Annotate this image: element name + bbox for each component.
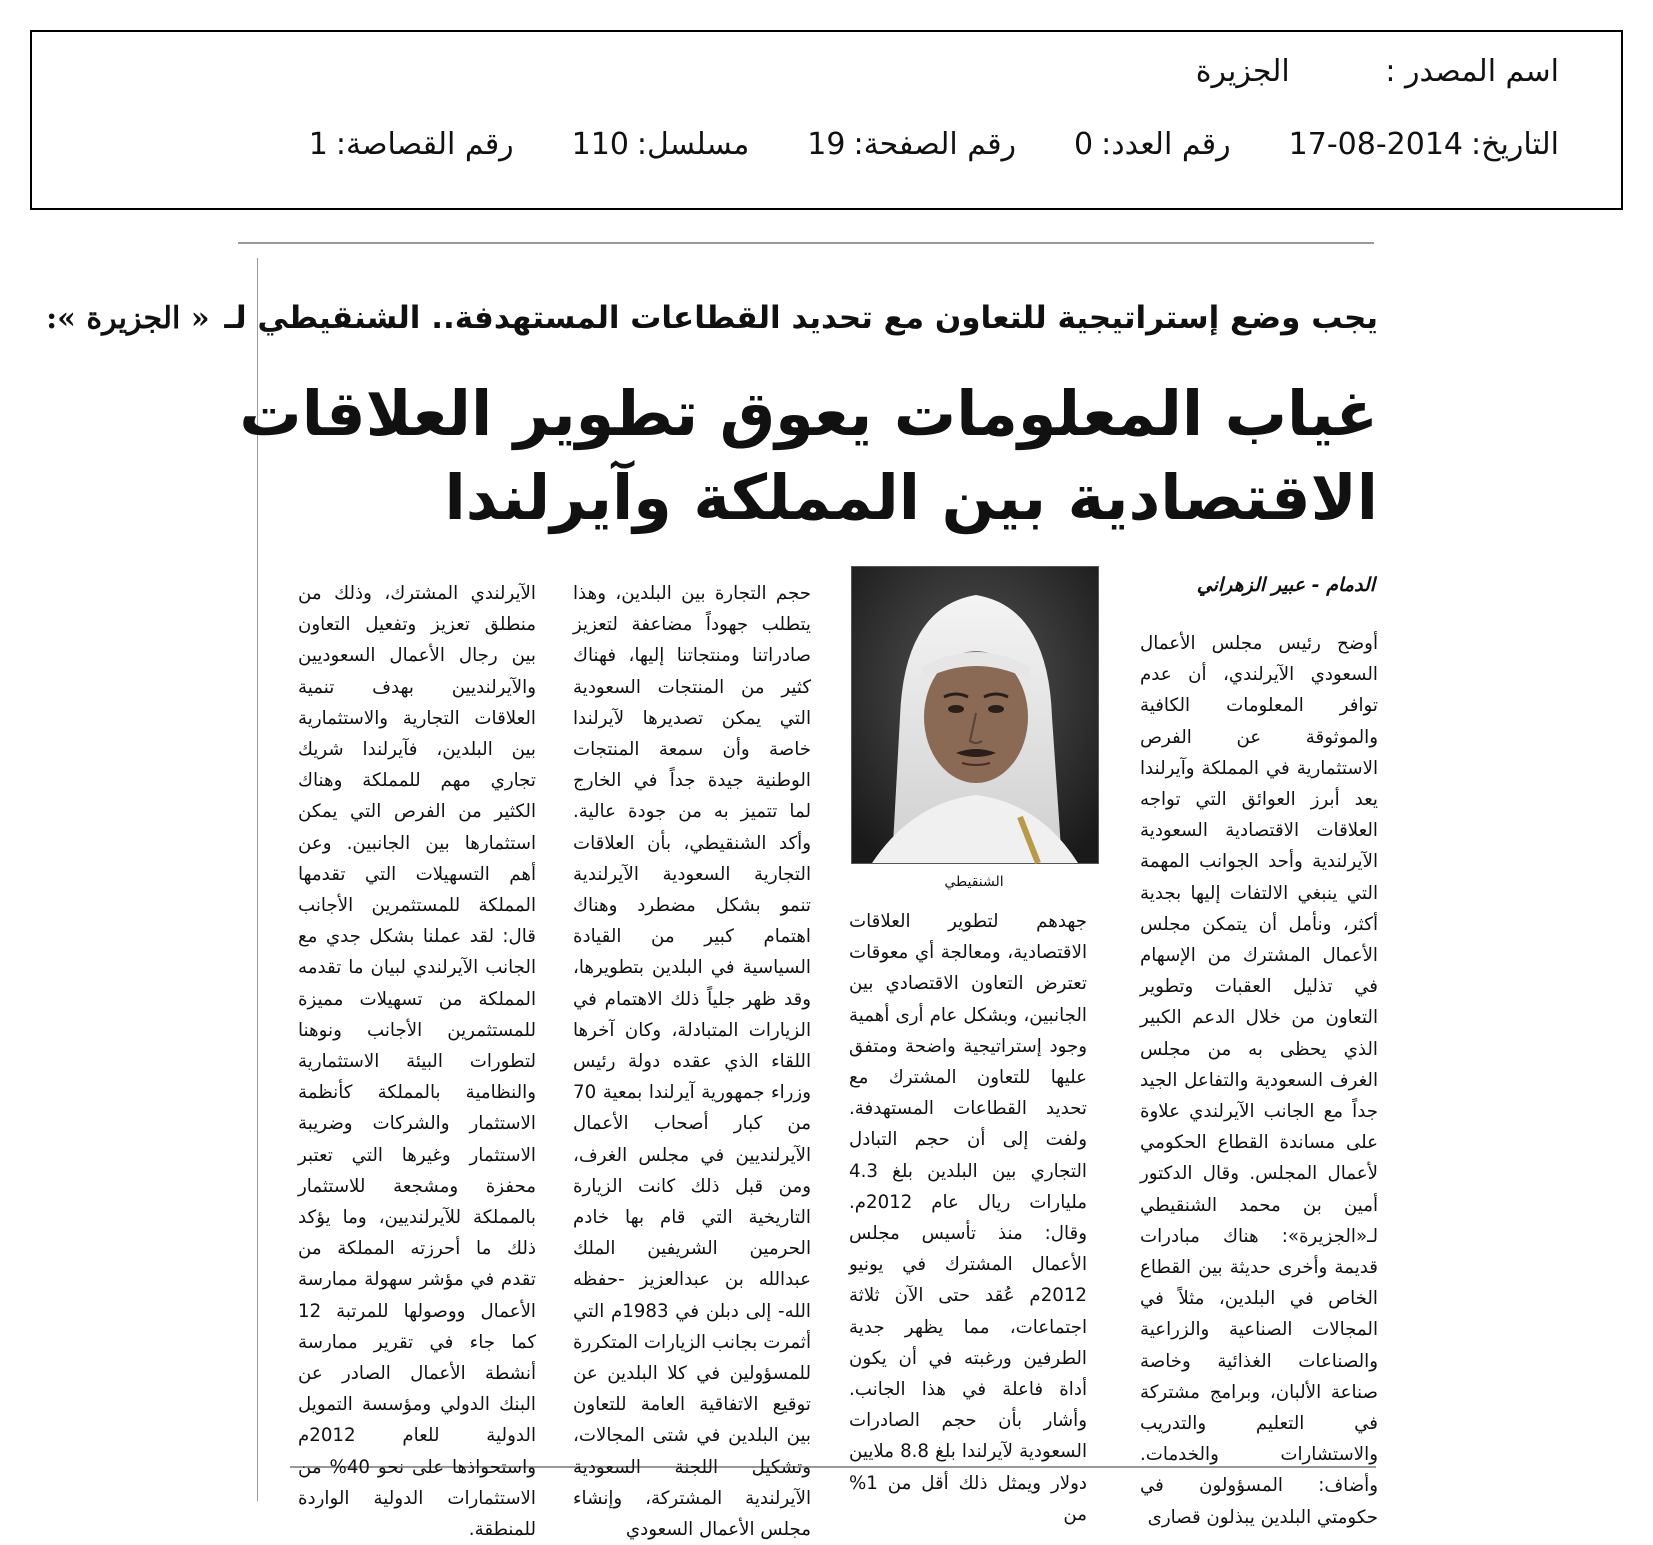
column-4-text: الآيرلندي المشترك، وذلك من منطلق تعزيز وتفعيل التعاون بين رجال الأعمال السعوديين والآيرلنديين بهدف تنمية العلاقات التجارية والاستثمارية بين البلدين، فآيرلندا شريك تجاري مهم للمملكة وهناك الكثير من الفرص التي يمكن استثمارها بين الجانبين. وعن أهم التسهيلات التي تقدمها المملكة للمستثمرين الأجانب قال: لقد عملنا بشكل جدي مع الجانب الآيرلندي لبيان ما تقدمه المملكة من تسهيلات مميزة للمستثمرين الأجانب ونوهنا لتطورات البيئة الاستثمارية والنظامية بالمملكة كأنظمة الاستثمار والشركات وضريبة الاستثمار وغيرها التي تعتبر محفزة ومشجعة للاستثمار بالمملكة للآيرلنديين، وما يؤكد ذلك ما أحرزته المملكة من تقدم في مؤشر سهولة ممارسة الأعمال ووصولها للمرتبة 12 كما جاء في تقرير ممارسة أنشطة الأعمال الصادر عن البنك الدولي ومؤسسة التمويل الدولية للعام 2012م واستحواذها على نحو 40% من الاستثمارات الدولية الواردة للمنطقة. <box>298 583 536 1541</box>
date-field <box>1289 127 1559 162</box>
issue-number-label: رقم العدد: <box>1101 127 1231 162</box>
article-column-4 <box>298 578 536 1541</box>
issue-number-field <box>1074 127 1231 162</box>
source-info-box <box>30 30 1623 210</box>
portrait-illustration <box>852 567 1098 863</box>
column-3-text: حجم التجارة بين البلدين، وهذا يتطلب جهوداً مضاعفة لتعزيز صادراتنا ومنتجاتنا إليها، فهناك كثير من المنتجات السعودية التي يمكن تصديرها لآيرلندا خاصة وأن سمعة المنتجات الوطنية جيدة جداً في الخارج لما تتميز به من جودة عالية. وأكد الشنقيطي، بأن العلاقات التجارية السعودية الآيرلندية تنمو بشكل مضطرد وهناك اهتمام كبير من القيادة السياسية في البلدين بتطويرها، وقد ظهر جلياً ذلك الاهتمام في الزيارات المتبادلة، وكان آخرها اللقاء الذي عقده دولة رئيس وزراء جمهورية آيرلندا بمعية 70 من كبار أصحاب الأعمال الآيرلنديين في مجلس الغرف، ومن قبل ذلك كانت الزيارة التاريخية التي قام بها خادم الحرمين الشريفين الملك عبدالله بن عبدالعزيز -حفظه الله- إلى دبلن في 1983م التي أثمرت بجانب الزيارات المتكررة للمسؤولين في كلا البلدين عن توقيع الاتفاقية العامة للتعاون بين البلدين في شتى المجالات، وتشكيل اللجنة السعودية الآيرلندية المشتركة، وإنشاء مجلس الأعمال السعودي <box>573 583 811 1541</box>
kicker-text: يجب وضع إستراتيجية للتعاون مع تحديد القطاعات المستهدفة.. الشنقيطي لـ <box>224 300 1378 336</box>
clip-number-value: 1 <box>308 127 328 162</box>
clipping-top-rule <box>238 242 1374 244</box>
portrait-photo <box>851 566 1099 864</box>
serial-field <box>572 127 750 162</box>
column-2-text: جهدهم لتطوير العلاقات الاقتصادية، ومعالجة أي معوقات تعترض التعاون الاقتصادي بين الجانبين، وبشكل عام أرى أهمية وجود إستراتيجية واضحة ومتفق عليها للتعاون المشترك مع تحديد القطاعات المستهدفة. ولفت إلى أن حجم التبادل التجاري بين البلدين بلغ 4.3 مليارات ريال عام 2012م. وقال: منذ تأسيس مجلس الأعمال المشترك في يونيو 2012م عُقد حتى الآن ثلاثة اجتماعات، مما يظهر جدية الطرفين ورغبته في أن يكون أداة فاعلة في هذا الجانب. وأشار بأن حجم الصادرات السعودية لآيرلندا بلغ 8.8 ملايين دولار ويمثل ذلك أقل من 1% من <box>849 911 1088 1525</box>
page-number-value: 19 <box>807 127 846 162</box>
column-1-text: أوضح رئيس مجلس الأعمال السعودي الآيرلندي، أن عدم توافر المعلومات الكافية والموثوقة عن الفرص الاستثمارية في المملكة وآيرلندا يعد أبرز العوائق التي تواجه العلاقات الاقتصادية السعودية الآيرلندية وأحد الجوانب المهمة التي ينبغي الالتفات إليها بجدية أكثر، ونأمل أن يتمكن مجلس الأعمال المشترك من الإسهام في تذليل العقبات وتطوير التعاون من خلال الدعم الكبير الذي يحظى به من مجلس الغرف السعودية والتفاعل الجيد جداً مع الجانب الآيرلندي علاوة على مساندة القطاع الحكومي لأعمال المجلس. وقال الدكتور أمين بن محمد الشنقيطي لـ«الجزيرة»: هناك مبادرات قديمة وأخرى حديثة بين القطاع الخاص في البلدين، مثلاً في المجالات الصناعية والزراعية والصناعات الغذائية وخاصة صناعة الألبان، وبرامج مشتركة في التعليم والتدريب والاستشارات والخدمات. وأضاف: المسؤولون في حكومتي البلدين يبذلون قصارى <box>1140 633 1378 1528</box>
serial-value: 110 <box>571 127 629 162</box>
article-column-3 <box>573 578 811 1541</box>
issue-number-value: 0 <box>1074 127 1094 162</box>
clip-number-label: رقم القصاصة: <box>335 127 514 162</box>
date-label: التاريخ: <box>1471 127 1559 162</box>
article-byline: الدمام - عبير الزهراني <box>1196 574 1375 596</box>
date-value: 2014-08-17 <box>1288 127 1464 162</box>
clip-number-field <box>309 127 514 162</box>
article-column-2 <box>849 906 1088 1525</box>
photo-caption: الشنقيطي <box>944 874 1004 890</box>
article-column-1 <box>1140 628 1378 1528</box>
serial-label: مسلسل: <box>636 127 750 162</box>
source-value: الجزيرة <box>1195 54 1290 89</box>
source-row <box>1196 54 1559 89</box>
article-headline <box>239 372 1378 540</box>
page-number-field <box>807 127 1016 162</box>
headline-line-2: الاقتصادية بين المملكة وآيرلندا <box>444 461 1378 534</box>
issue-details-row <box>309 127 1559 162</box>
page-number-label: رقم الصفحة: <box>853 127 1017 162</box>
headline-line-1: غياب المعلومات يعوق تطوير العلاقات <box>239 377 1378 450</box>
source-label: اسم المصدر : <box>1385 54 1559 89</box>
article-kicker <box>46 300 1378 336</box>
newspaper-logo-inline: « الجزيرة »: <box>46 301 210 336</box>
